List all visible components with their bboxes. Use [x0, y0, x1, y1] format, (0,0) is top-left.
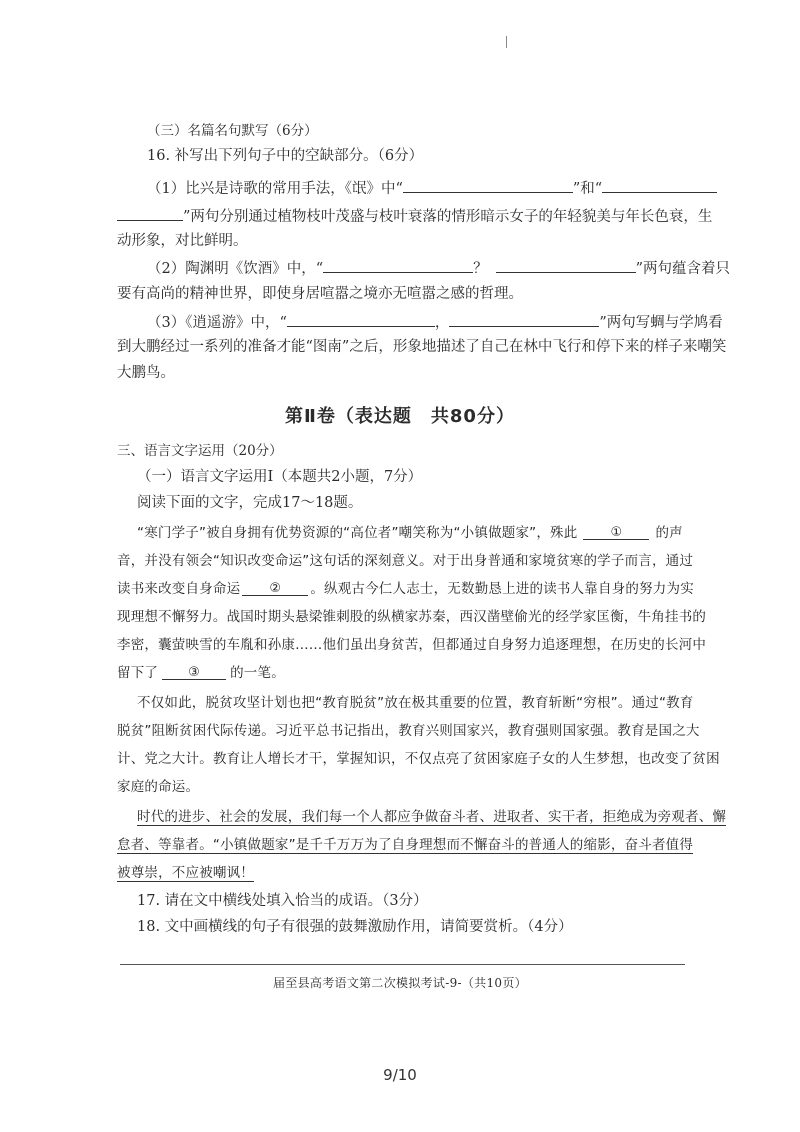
footer-divider: [120, 964, 685, 965]
passage-p2-line2: 脱贫”阻断贫困代际传递。习近平总书记指出，教育兴则国家兴，教育强则国家强。教育是国之大: [117, 723, 700, 739]
passage-p3-line2: [117, 836, 693, 854]
passage-blank-3[interactable]: [162, 665, 226, 680]
blank-1-marker: ①: [610, 525, 623, 540]
p1-text-d: 。纵观古今仁人志士，无数勤恳上进的读书人靠自身的努力为实: [310, 581, 694, 597]
reading-instruction: 阅读下面的文字，完成17～18题。: [137, 495, 363, 511]
q16-1-line2: [117, 206, 712, 226]
q16-3-blank-1[interactable]: [287, 312, 435, 327]
p1-text-e: 留下了: [117, 665, 159, 681]
underlined-sentence-part1: 时代的进步、社会的发展，我们每一个人都应争做奋斗者、进取者、实干者，拒绝成为旁观者、懈: [137, 809, 727, 825]
volume-2-title: 第Ⅱ卷（表达题 共80分）: [285, 406, 515, 427]
q17: 17. 请在文中横线处填入恰当的成语。（3分）: [137, 893, 428, 909]
q16-3-blank-2[interactable]: [449, 312, 599, 327]
q16-3-text-c: ”两句写蜩与学鸠看: [599, 315, 723, 331]
blank-3-marker: ③: [188, 665, 201, 680]
margin-tick: [506, 36, 507, 48]
passage-p2-line3: 计、党之大计。教育让人增长才干，掌握知识，不仅点亮了贫困家庭子女的人生梦想，也改变了贫困: [117, 751, 720, 767]
q16-1-blank-2a[interactable]: [602, 178, 717, 193]
q16-1-text-c: ”两句分别通过植物枝叶茂盛与枝叶衰落的情形暗示女子的年轻貌美与年长色衰，生: [183, 209, 713, 225]
p1-text-c: 读书来改变自身命运: [117, 581, 241, 597]
q16-2-line1: [147, 258, 730, 278]
q16-3-text-a: （3）《逍遥游》中，“: [147, 315, 287, 331]
q16-3-line2: 到大鹏经过一系列的准备才能“图南”之后，形象地描述了自己在林中飞行和停下来的样子来嘲笑: [117, 339, 727, 355]
p1-text-b: 的声: [655, 525, 683, 541]
passage-p1-line5: 李密，囊萤映雪的车胤和孙康……他们虽出身贫苦，但都通过自身努力追逐理想，在历史的长河中: [117, 637, 707, 653]
q16-2-line2: 要有高尚的精神世界，即使身居喧嚣之境亦无喧嚣之感的哲理。: [117, 286, 523, 302]
p1-text-a: “寒门学子”被自身拥有优势资源的“高位者”嘲笑称为“小镇做题家”，殊此: [137, 525, 578, 541]
passage-p2-line1: 不仅如此，脱贫攻坚计划也把“教育脱贫”放在极其重要的位置，教育斩断“穷根”。通过“教育: [137, 695, 694, 711]
section-heading-poetry: （三）名篇名句默写（6分）: [147, 123, 318, 139]
passage-p1-line6: [117, 664, 285, 682]
passage-p3-line1: [137, 808, 726, 826]
q16-stem: 16. 补写出下列句子中的空缺部分。（6分）: [147, 148, 424, 164]
q16-2-text-a: （2）陶渊明《饮酒》中，“: [147, 261, 324, 277]
q18: 18. 文中画横线的句子有很强的鼓舞激励作用，请简要赏析。（4分）: [137, 919, 573, 935]
q16-2-text-c: ”两句蕴含着只: [635, 261, 731, 277]
q16-3-line3: 大鹏鸟。: [117, 365, 175, 381]
q16-1-line1: [147, 178, 717, 198]
q16-1-blank-2b[interactable]: [117, 206, 183, 221]
page-number: 9/10: [383, 1066, 417, 1084]
q16-1-text-a: （1）比兴是诗歌的常用手法，《氓》中“: [147, 181, 403, 197]
q16-2-text-b: ？: [473, 261, 488, 277]
underlined-sentence-part3: 被尊崇，不应被嘲讽！: [117, 865, 254, 881]
passage-p1-line4: 现理想不懈努力。战国时期头悬梁锥刺股的纵横家苏秦，西汉凿壁偷光的经学家匡衡，牛角挂书的: [117, 609, 707, 625]
p1-text-f: 的一笔。: [230, 665, 285, 681]
passage-p1-line3: [117, 580, 694, 598]
q16-1-blank-1[interactable]: [403, 178, 573, 193]
passage-blank-1[interactable]: [583, 525, 649, 540]
page-footer: 届至县高考语文第二次模拟考试-9-（共10页）: [273, 976, 527, 990]
underlined-sentence-part2: 怠者、等靠者。“小镇做题家”是千千万万为了自身理想而不懈奋斗的普通人的缩影，奋斗者值得: [117, 837, 694, 853]
passage-p1-line1: [137, 524, 683, 542]
q16-2-blank-1[interactable]: [323, 258, 473, 273]
q16-1-line3: 动形象，对比鲜明。: [117, 233, 248, 249]
section-3-heading: 三、语言文字运用（20分）: [117, 443, 283, 459]
blank-2-marker: ②: [269, 581, 282, 596]
q16-1-text-b: ”和“: [572, 181, 603, 197]
q16-2-blank-2[interactable]: [496, 258, 636, 273]
passage-p2-line4: 家庭的命运。: [117, 779, 200, 795]
q16-3-text-b: ，: [434, 315, 450, 331]
q16-3-line1: [147, 312, 723, 332]
subsection-1-heading: （一）语言文字运用Ⅰ（本题共2小题，7分）: [137, 469, 423, 485]
passage-p3-line3: [117, 864, 254, 882]
passage-p1-line2: 音，并没有领会“知识改变命运”这句话的深刻意义。对于出身普通和家境贫寒的学子而言，通过: [117, 553, 694, 569]
passage-blank-2[interactable]: [242, 581, 308, 596]
